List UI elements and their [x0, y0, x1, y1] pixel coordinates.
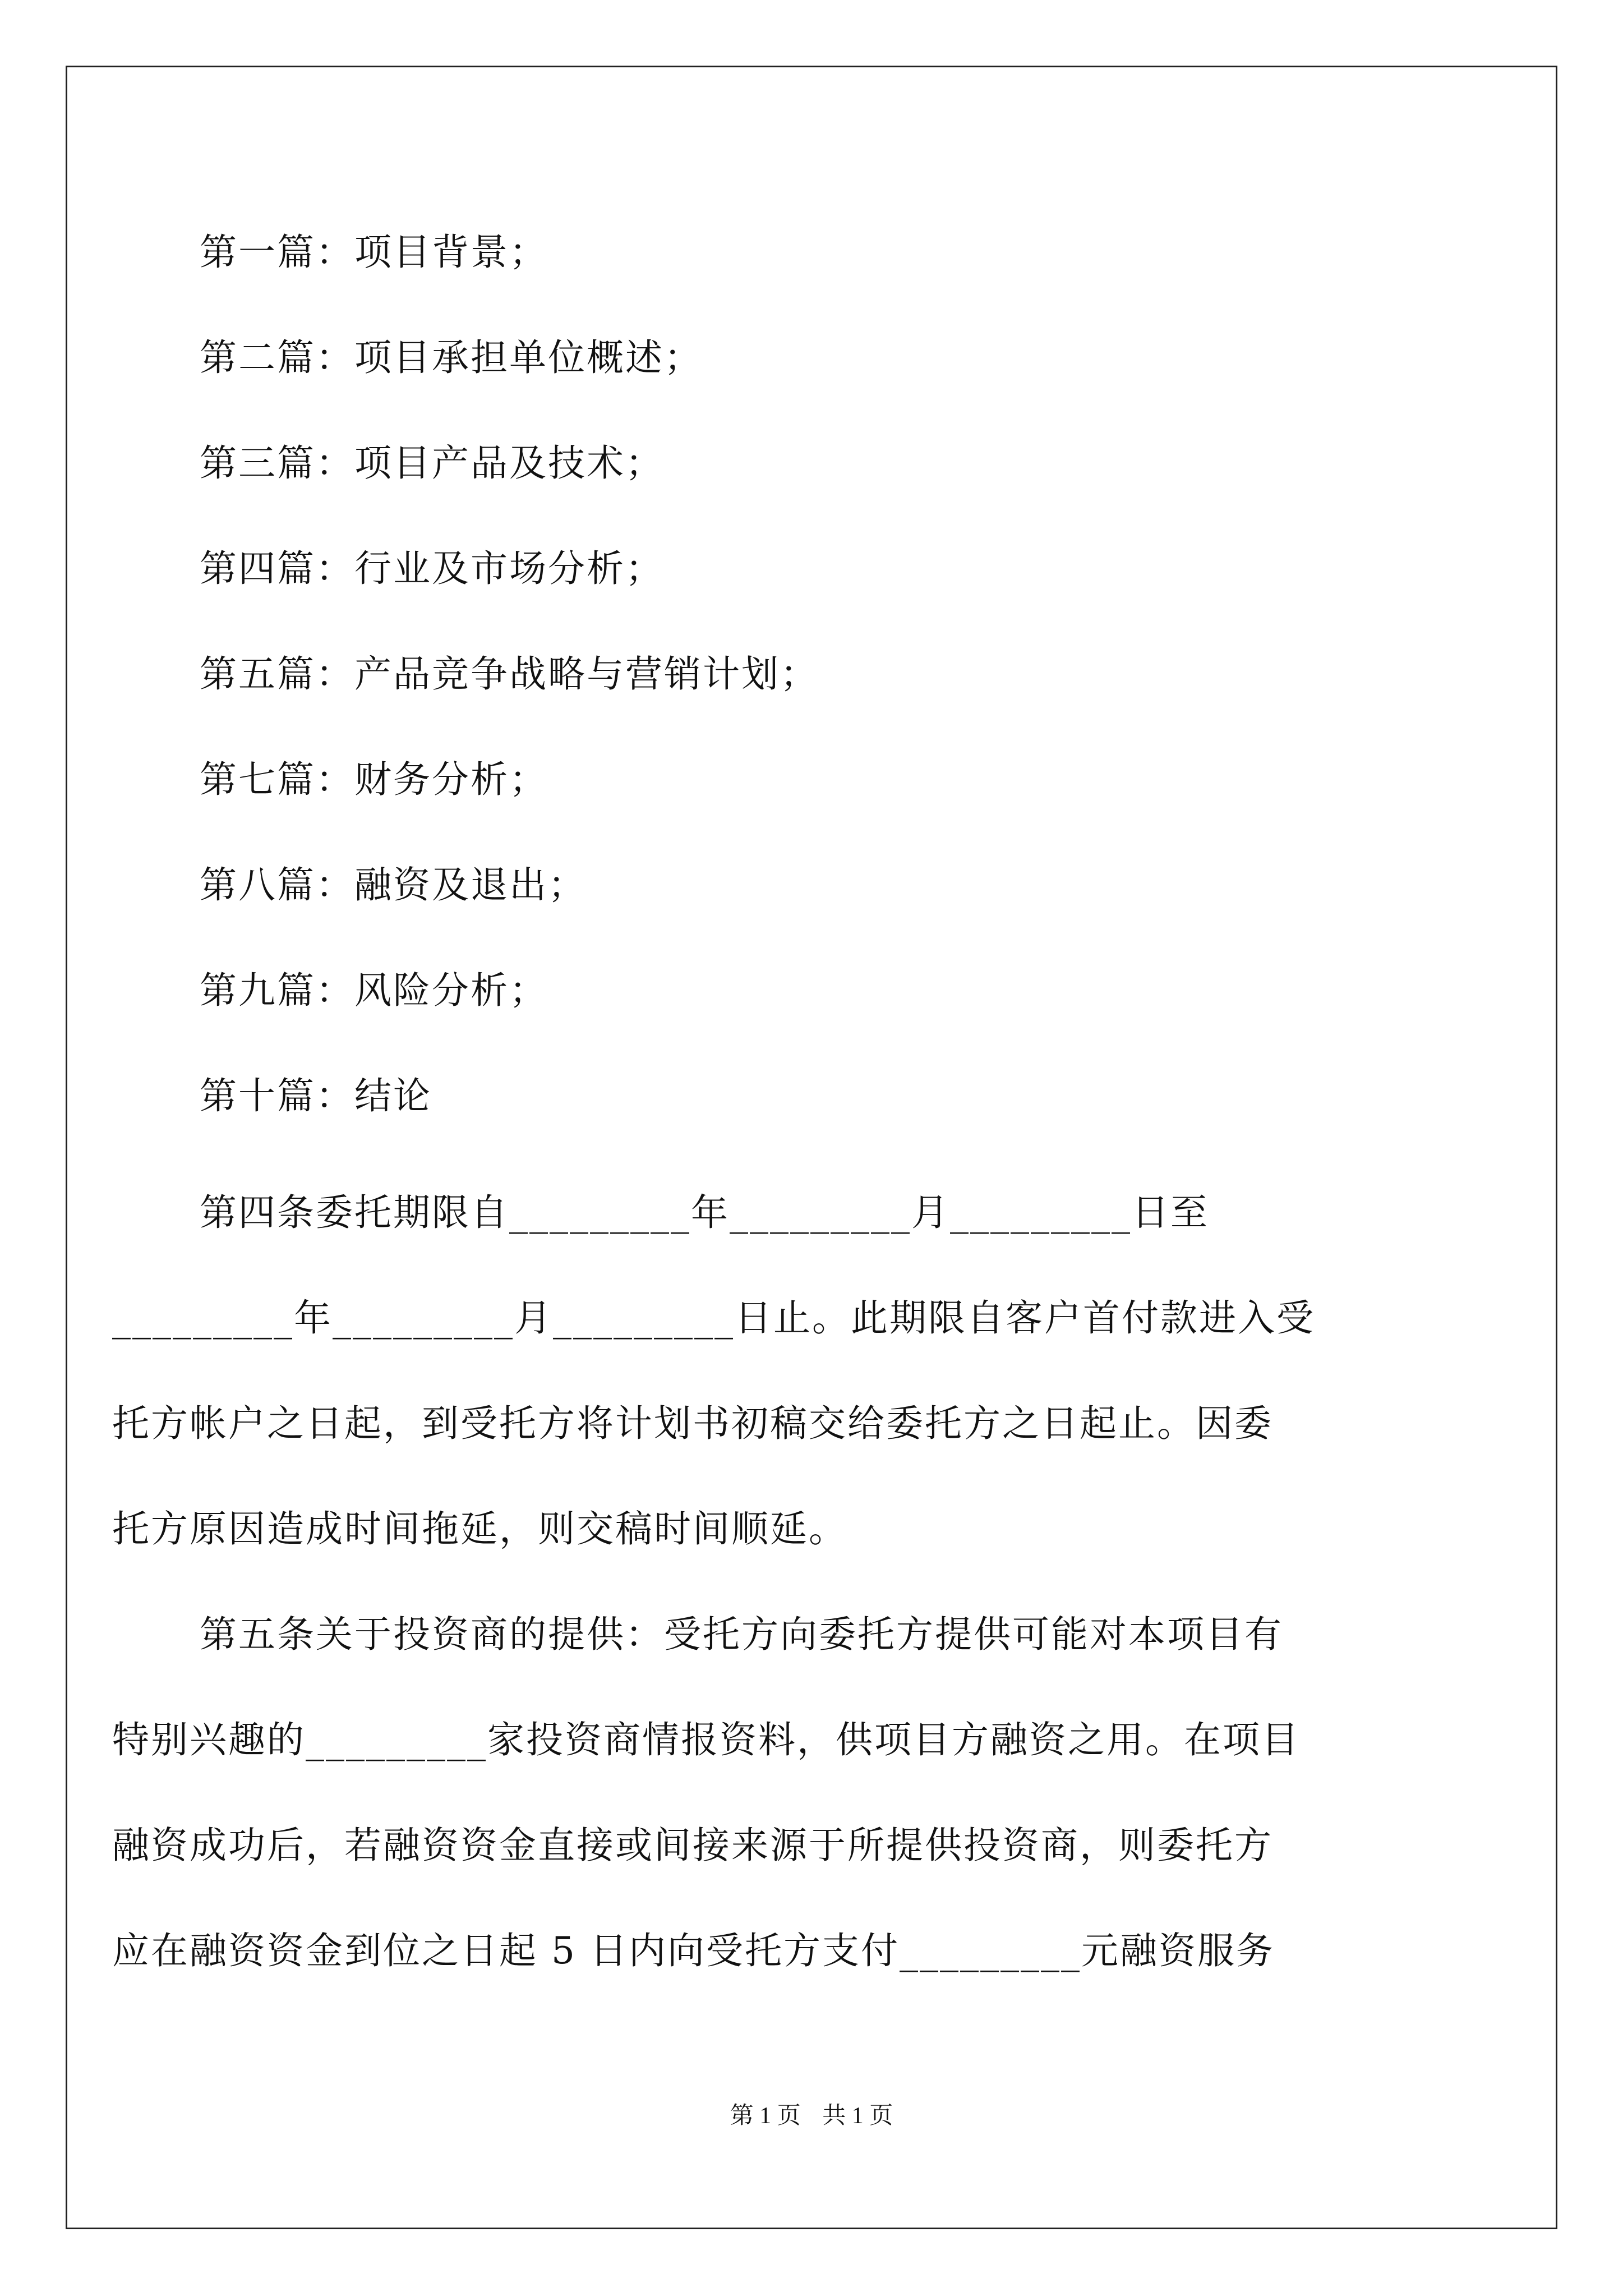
article-5-paragraph [112, 1582, 1428, 2004]
article-4-line-3: 托方帐户之日起，到受托方将计划书初稿交给委托方之日起止。因委 [112, 1402, 1273, 1445]
toc-item-10: 第十篇：结论 [200, 1074, 432, 1117]
page-number: 第 1 页 [730, 2103, 801, 2129]
toc-item-7: 第七篇：财务分析； [200, 758, 548, 801]
article-4-line-4: 托方原因造成时间拖延，则交稿时间顺延。 [112, 1507, 847, 1550]
toc-item-4: 第四篇：行业及市场分析； [200, 547, 664, 590]
toc-item-2: 第二篇：项目承担单位概述； [200, 336, 703, 379]
article-5-line-4: 应在融资资金到位之日起 5 日内向受托方支付_________元融资服务 [112, 1929, 1275, 1972]
toc-item-3: 第三篇：项目产品及技术； [200, 441, 664, 485]
article-4-line-1: 第四条委托期限自_________年_________月_________日至 [200, 1191, 1209, 1234]
toc-item-5: 第五篇：产品竞争战略与营销计划； [200, 652, 819, 696]
page-total: 共 1 页 [822, 2103, 893, 2129]
article-5-line-3: 融资成功后，若融资资金直接或间接来源于所提供投资商，则委托方 [112, 1824, 1273, 1867]
toc-item-8: 第八篇：融资及退出； [200, 863, 587, 907]
article-4-paragraph [112, 1160, 1428, 1582]
article-5-line-1: 第五条关于投资商的提供：受托方向委托方提供可能对本项目有 [200, 1613, 1283, 1656]
article-4-line-2: _________年_________月_________日止。此期限自客户首付款进入受 [112, 1296, 1315, 1340]
article-5-line-2: 特别兴趣的_________家投资商情报资料，供项目方融资之用。在项目 [112, 1718, 1300, 1761]
toc-item-1: 第一篇：项目背景； [200, 231, 548, 274]
page-footer [0, 2101, 1623, 2131]
toc-item-9: 第九篇：风险分析； [200, 969, 548, 1012]
